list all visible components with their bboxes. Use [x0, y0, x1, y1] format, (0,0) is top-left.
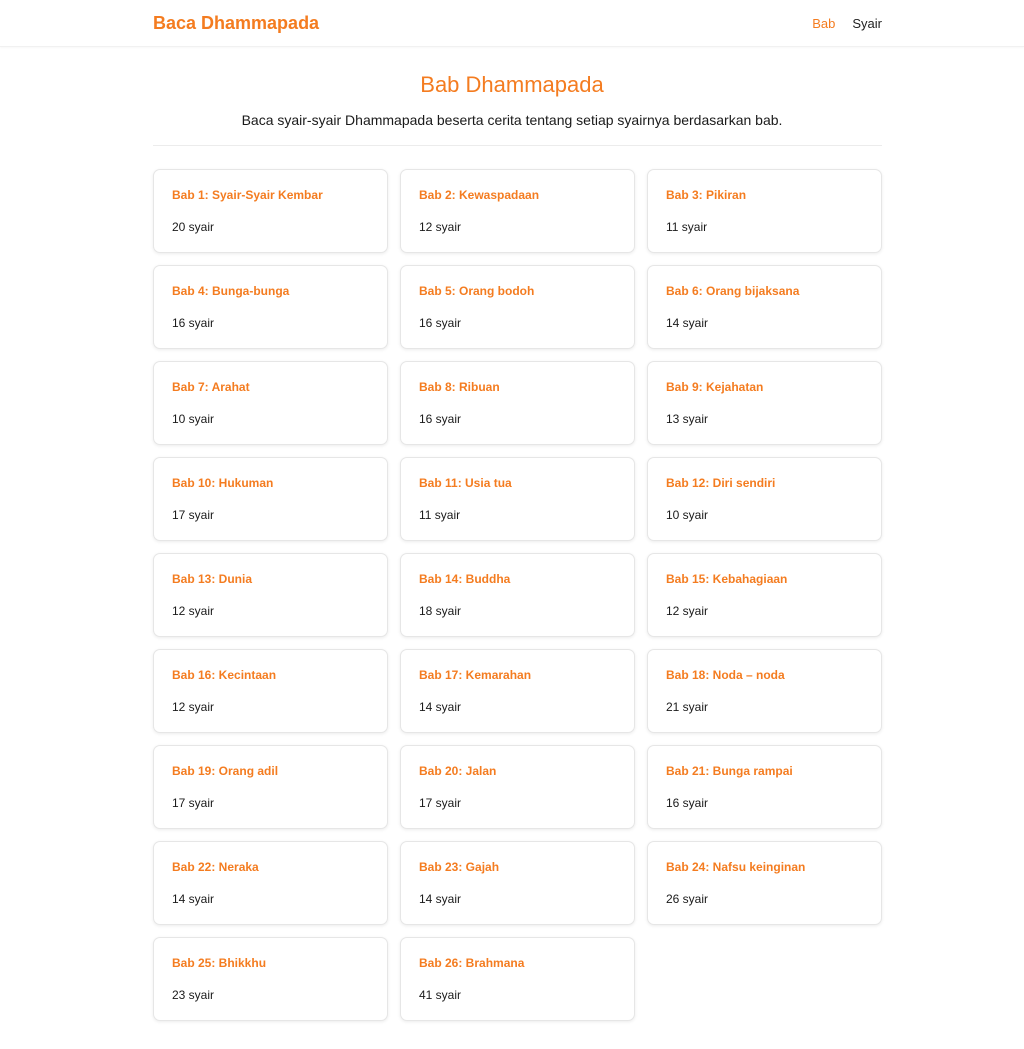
navbar — [0, 0, 1024, 47]
chapter-card[interactable] — [647, 553, 882, 637]
chapter-verse-count: 11 syair — [666, 220, 708, 234]
chapter-card[interactable] — [400, 937, 635, 1021]
chapter-card[interactable] — [647, 649, 882, 733]
chapter-card[interactable] — [153, 265, 388, 349]
chapter-title: Bab 24: Nafsu keinginan — [666, 860, 806, 874]
chapter-title: Bab 8: Ribuan — [419, 380, 500, 394]
chapter-verse-count: 20 syair — [172, 220, 215, 234]
chapter-card[interactable] — [647, 745, 882, 829]
chapter-verse-count: 16 syair — [172, 316, 215, 330]
chapter-verse-count: 16 syair — [419, 412, 462, 426]
chapter-title: Bab 25: Bhikkhu — [172, 956, 267, 970]
chapter-title: Bab 18: Noda – noda — [666, 668, 785, 682]
chapter-title: Bab 17: Kemarahan — [419, 668, 532, 682]
chapter-title: Bab 22: Neraka — [172, 860, 259, 874]
chapter-title: Bab 4: Bunga-bunga — [172, 284, 290, 298]
chapter-verse-count: 12 syair — [666, 604, 709, 618]
chapter-card[interactable] — [647, 169, 882, 253]
chapter-grid — [153, 169, 882, 1021]
chapter-card[interactable] — [153, 937, 388, 1021]
chapter-title: Bab 12: Diri sendiri — [666, 476, 776, 490]
chapter-title: Bab 7: Arahat — [172, 380, 250, 394]
chapter-card[interactable] — [400, 553, 635, 637]
chapter-card[interactable] — [153, 457, 388, 541]
chapter-card[interactable] — [400, 745, 635, 829]
chapter-card[interactable] — [400, 265, 635, 349]
chapter-verse-count: 17 syair — [172, 796, 215, 810]
chapter-title: Bab 26: Brahmana — [419, 956, 525, 970]
chapter-verse-count: 14 syair — [172, 892, 215, 906]
chapter-title: Bab 15: Kebahagiaan — [666, 572, 788, 586]
chapter-verse-count: 41 syair — [419, 988, 462, 1002]
chapter-title: Bab 16: Kecintaan — [172, 668, 277, 682]
chapter-title: Bab 20: Jalan — [419, 764, 497, 778]
navbar-inner — [153, 0, 882, 47]
chapter-title: Bab 14: Buddha — [419, 572, 511, 586]
chapter-title: Bab 11: Usia tua — [419, 476, 512, 490]
chapter-title: Bab 3: Pikiran — [666, 188, 747, 202]
nav-links — [812, 16, 882, 31]
chapter-card[interactable] — [647, 265, 882, 349]
chapter-verse-count: 12 syair — [172, 700, 215, 714]
page-subtitle: Baca syair-syair Dhammapada beserta cerita tentang setiap syairnya berdasarkan bab. — [241, 112, 783, 128]
chapter-card[interactable] — [153, 169, 388, 253]
chapter-verse-count: 11 syair — [419, 508, 461, 522]
chapter-card[interactable] — [647, 457, 882, 541]
chapter-card[interactable] — [400, 649, 635, 733]
chapter-verse-count: 17 syair — [419, 796, 462, 810]
chapter-verse-count: 12 syair — [172, 604, 215, 618]
chapter-card[interactable] — [153, 841, 388, 925]
nav-link-syair[interactable]: Syair — [852, 16, 882, 31]
divider — [153, 145, 882, 146]
chapter-title: Bab 1: Syair-Syair Kembar — [172, 188, 323, 202]
chapter-verse-count: 16 syair — [419, 316, 462, 330]
chapter-title: Bab 23: Gajah — [419, 860, 500, 874]
nav-link-bab[interactable]: Bab — [812, 16, 836, 31]
chapter-title: Bab 9: Kejahatan — [666, 380, 764, 394]
hero — [0, 47, 1024, 129]
page-title: Bab Dhammapada — [420, 72, 604, 97]
chapter-title: Bab 6: Orang bijaksana — [666, 284, 800, 298]
chapter-title: Bab 2: Kewaspadaan — [419, 188, 540, 202]
chapter-card[interactable] — [153, 649, 388, 733]
chapter-verse-count: 18 syair — [419, 604, 462, 618]
brand-link[interactable]: Baca Dhammapada — [153, 13, 320, 33]
chapter-verse-count: 21 syair — [666, 700, 709, 714]
chapter-verse-count: 23 syair — [172, 988, 215, 1002]
chapter-card[interactable] — [400, 457, 635, 541]
chapter-verse-count: 13 syair — [666, 412, 709, 426]
chapter-card[interactable] — [647, 841, 882, 925]
chapter-verse-count: 10 syair — [666, 508, 709, 522]
chapter-verse-count: 17 syair — [172, 508, 215, 522]
chapter-card[interactable] — [400, 169, 635, 253]
chapter-title: Bab 10: Hukuman — [172, 476, 274, 490]
chapter-card[interactable] — [153, 745, 388, 829]
chapter-card[interactable] — [153, 361, 388, 445]
chapter-card[interactable] — [400, 361, 635, 445]
chapter-verse-count: 12 syair — [419, 220, 462, 234]
chapter-title: Bab 5: Orang bodoh — [419, 284, 535, 298]
chapter-card[interactable] — [153, 553, 388, 637]
chapter-verse-count: 14 syair — [419, 892, 462, 906]
chapter-title: Bab 19: Orang adil — [172, 764, 279, 778]
chapter-verse-count: 26 syair — [666, 892, 709, 906]
chapter-card[interactable] — [400, 841, 635, 925]
chapter-title: Bab 21: Bunga rampai — [666, 764, 793, 778]
chapter-verse-count: 16 syair — [666, 796, 709, 810]
chapter-card[interactable] — [647, 361, 882, 445]
chapter-title: Bab 13: Dunia — [172, 572, 253, 586]
chapter-verse-count: 10 syair — [172, 412, 215, 426]
chapter-verse-count: 14 syair — [419, 700, 462, 714]
chapter-verse-count: 14 syair — [666, 316, 709, 330]
